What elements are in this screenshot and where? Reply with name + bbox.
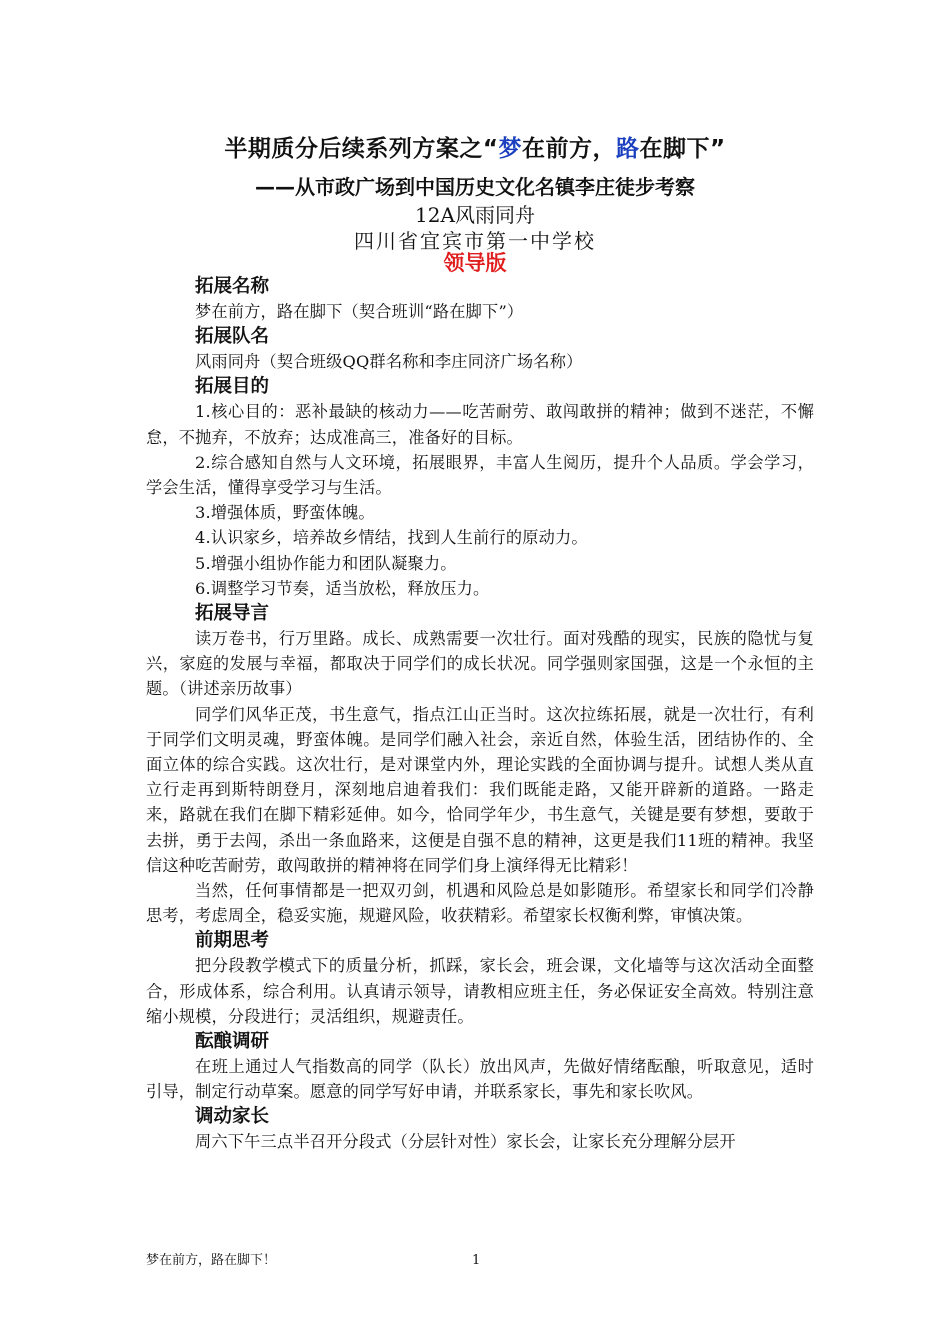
intro-paragraph-1: 读万卷书，行万里路。成长、成熟需要一次壮行。面对残酷的现实，民族的隐忧与复兴，家庭的发展与幸福，都取决于同学们的成长状况。同学强则家国强，这是一个永恒的主题。（讲述亲历故事） xyxy=(146,629,814,699)
purpose-item-2: 2.综合感知自然与人文环境，拓展眼界，丰富人生阅历，提升个人品质。学会学习，学会生活，懂得享受学习与生活。 xyxy=(146,452,814,498)
section-heading-parents: 调动家长 xyxy=(195,1106,270,1128)
title-highlight-road: 路 xyxy=(616,136,640,162)
class-name: 12A风雨同舟 xyxy=(415,203,535,227)
intro-paragraph-3: 当然，任何事情都是一把双刃剑，机遇和风险总是如影随形。希望家长和同学们冷静思考，考虑周全，稳妥实施，规避风险，收获精彩。希望家长权衡利弊，审慎决策。 xyxy=(146,881,814,926)
section-heading-name: 拓展名称 xyxy=(195,276,270,297)
title-middle: 在前方， xyxy=(522,136,616,162)
section-paragraph: 风雨同舟（契合班级QQ群名称和李庄同济广场名称） xyxy=(195,352,583,372)
purpose-item-5: 5.增强小组协作能力和团队凝聚力。 xyxy=(195,553,457,573)
document-title xyxy=(0,134,950,164)
footer-motto: 梦在前方，路在脚下！ xyxy=(146,1253,277,1268)
purpose-item-1: 1.核心目的：恶补最缺的核动力——吃苦耐劳、敢闯敢拼的精神；做到不迷茫，不懈怠，不抛弃，不放弃；达成准高三，准备好的目标。 xyxy=(146,402,814,447)
version-label: 领导版 xyxy=(443,250,507,275)
purpose-item-4: 4.认识家乡，培养故乡情结，找到人生前行的原动力。 xyxy=(195,528,588,548)
page-number: 1 xyxy=(472,1253,481,1268)
planning-paragraph: 把分段教学模式下的质量分析，抓踩，家长会，班会课，文化墙等与这次活动全面整合，形成体系，综合利用。认真请示领导，请教相应班主任，务必保证安全高效。特别注意缩小规模，分段进行；灵活组织，规避责任。 xyxy=(146,956,814,1026)
purpose-item-6: 6.调整学习节奏，适当放松，释放压力。 xyxy=(195,578,490,598)
title-suffix: 在脚下” xyxy=(639,136,726,162)
research-paragraph: 在班上通过人气指数高的同学（队长）放出风声，先做好情绪酝酿，听取意见，适时引导，制定行动草案。愿意的同学写好申请，并联系家长，事先和家长吹风。 xyxy=(146,1057,814,1102)
section-paragraph: 梦在前方，路在脚下（契合班训“路在脚下”） xyxy=(195,302,524,321)
purpose-item-3: 3.增强体质，野蛮体魄。 xyxy=(195,503,375,523)
section-heading-team: 拓展队名 xyxy=(195,326,270,348)
section-heading-planning: 前期思考 xyxy=(195,930,270,952)
school-name: 四川省宜宾市第一中学校 xyxy=(354,229,596,253)
section-heading-intro: 拓展导言 xyxy=(195,603,270,625)
page-footer xyxy=(146,1251,814,1271)
title-prefix: 半期质分后续系列方案之“ xyxy=(224,136,499,162)
document-subtitle: ——从市政广场到中国历史文化名镇李庄徒步考察 xyxy=(255,175,695,199)
intro-paragraph-2: 同学们风华正茂，书生意气，指点江山正当时。这次拉练拓展，就是一次壮行，有利于同学们文明灵魂，野蛮体魄。是同学们融入社会，亲近自然，体验生活，团结协作的、全面立体的综合实践。这次壮行，是对课堂内外，理论实践的全面协调与提升。试想人类从直立行走再到斯特朗登月，深刻地启迪着我们：我们既能走路，又能开辟新的道路。一路走来，路就在我们在脚下精彩延伸。如今，恰同学年少，书生意气，关键是要有梦想，要敢于去拼，勇于去闯，杀出一条血路来，这便是自强不息的精神，这更是我们11班的精神。我坚信这种吃苦耐劳，敢闯敢拼的精神将在同学们身上演绎得无比精彩！ xyxy=(146,704,814,875)
section-heading-purpose: 拓展目的 xyxy=(195,376,270,398)
document-body xyxy=(146,274,814,1155)
section-heading-research: 酝酿调研 xyxy=(195,1031,270,1053)
title-highlight-dream: 梦 xyxy=(498,136,522,162)
parents-paragraph: 周六下午三点半召开分段式（分层针对性）家长会，让家长充分理解分层开 xyxy=(195,1132,736,1152)
